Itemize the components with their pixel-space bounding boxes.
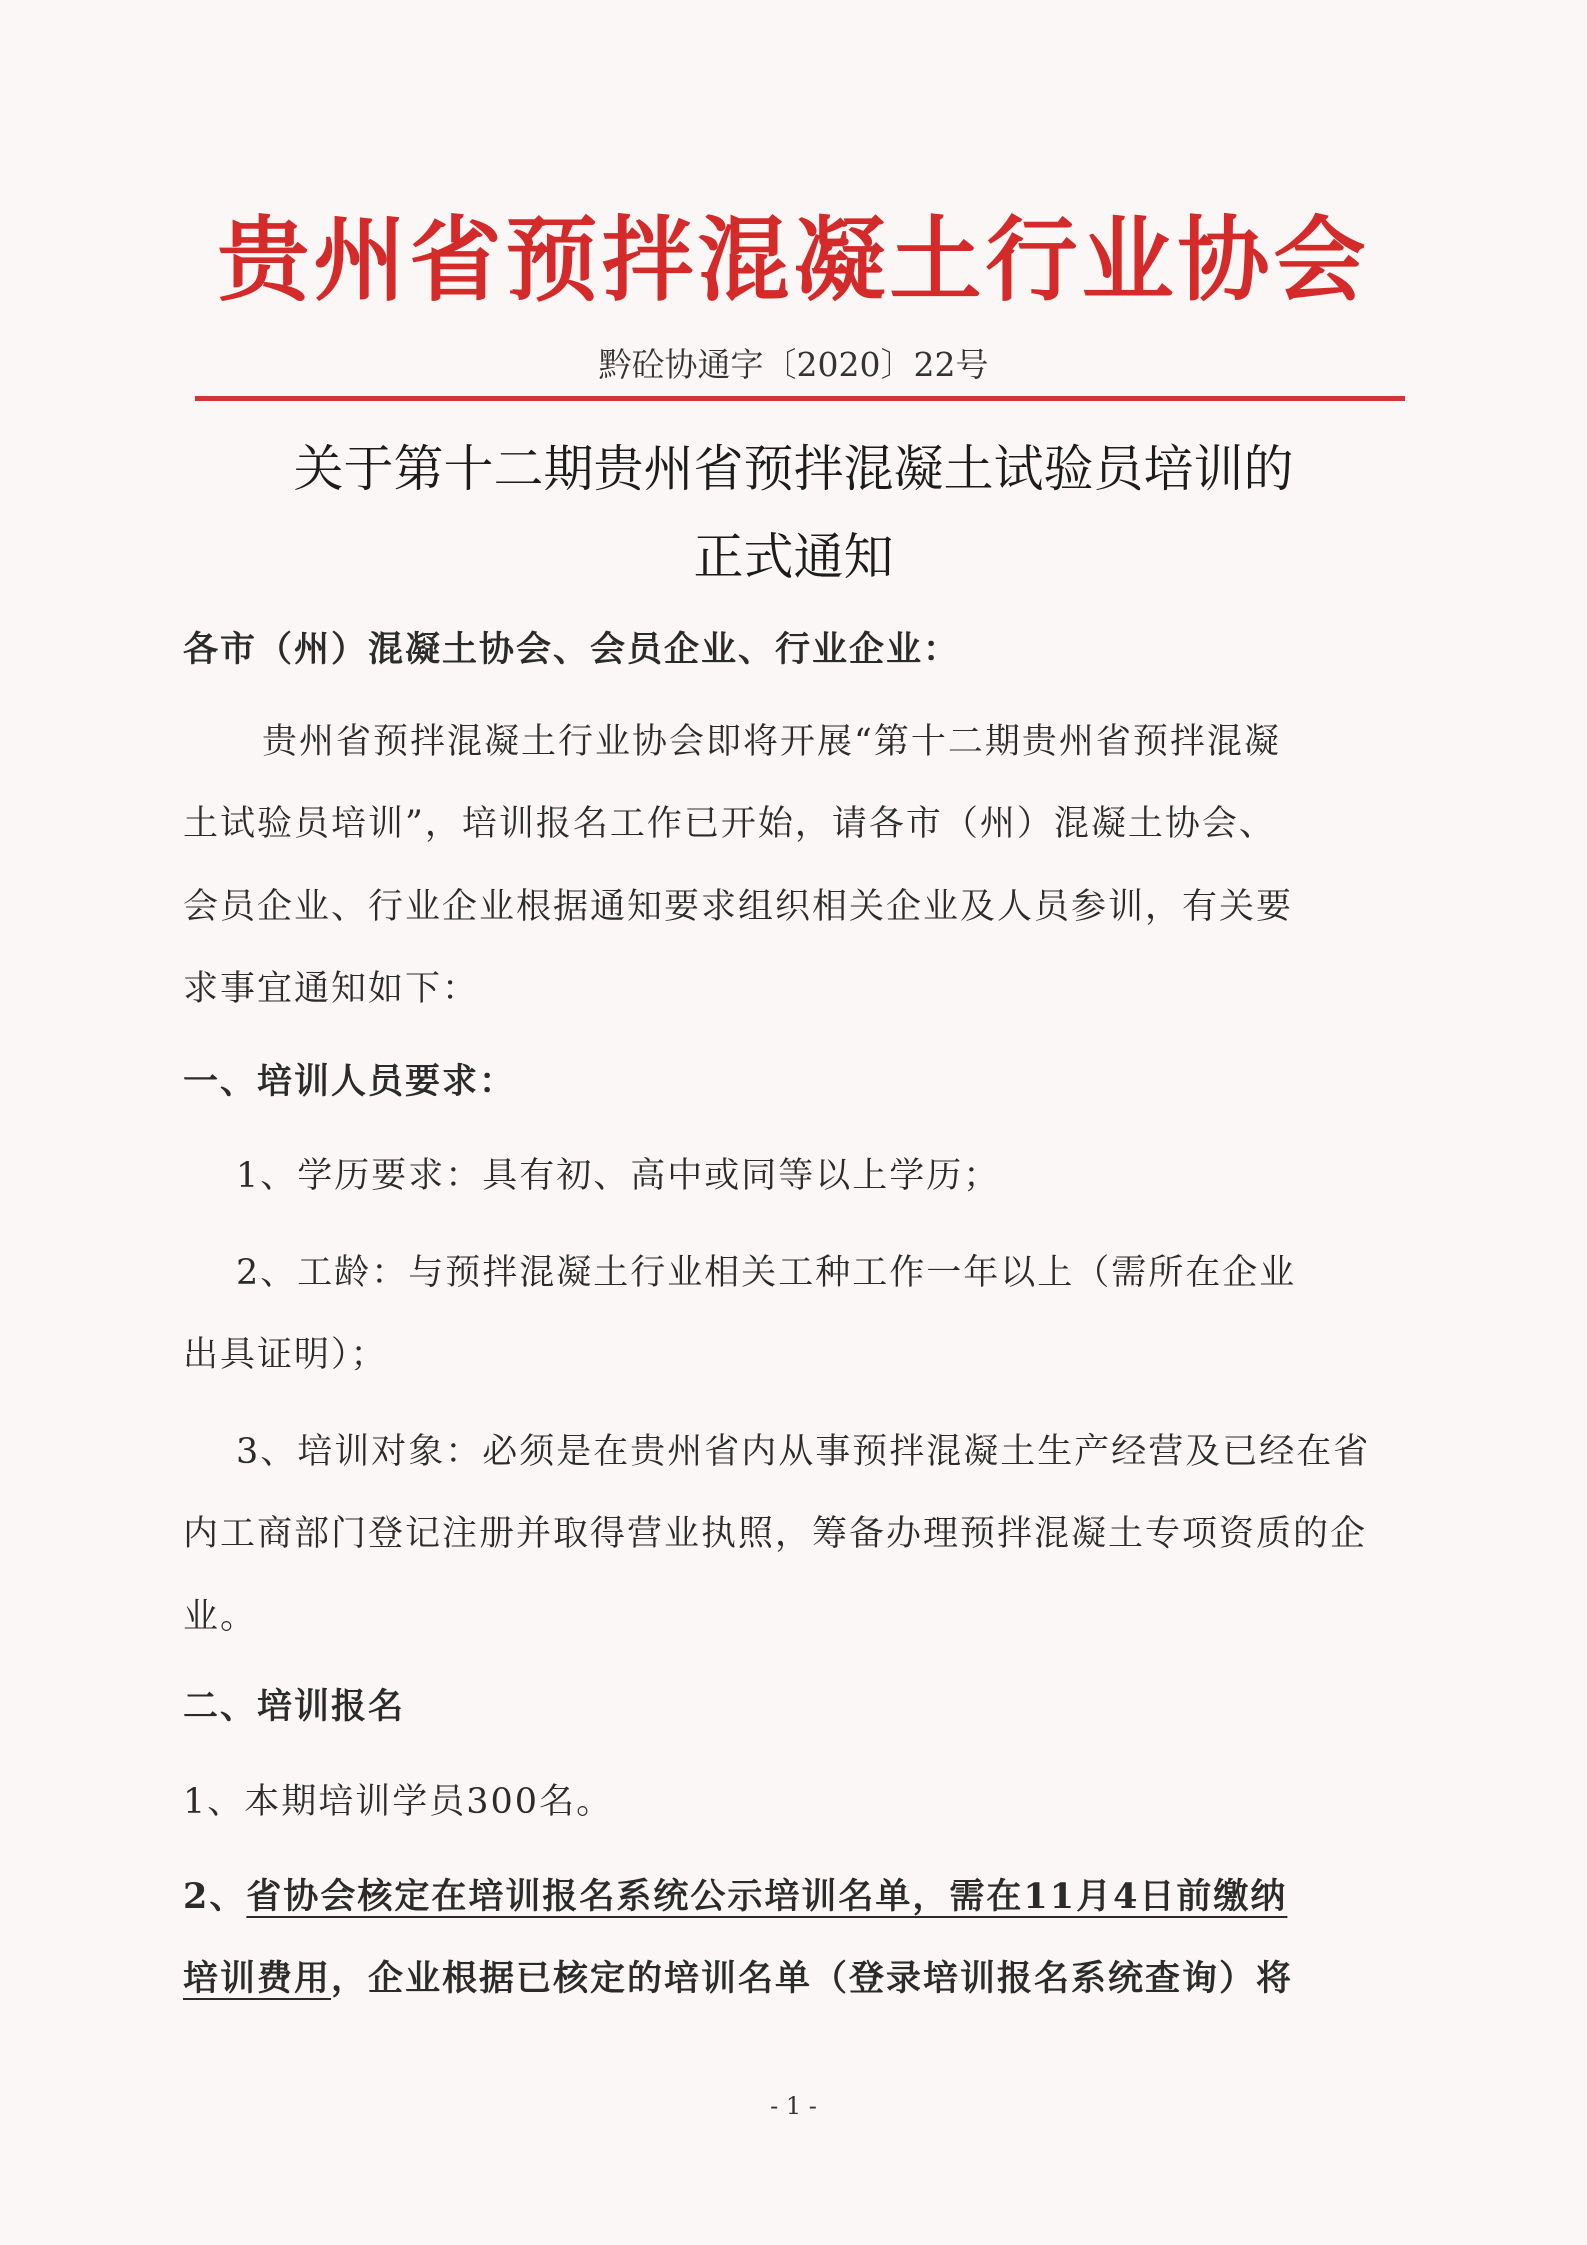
item-2-line-2-rest: ，企业根据已核定的培训名单（登录培训报名系统查询）将 [331,1958,1294,1999]
section-2-heading: 二、培训报名 [183,1686,406,1727]
org-title: 贵州省预拌混凝土行业协会 [217,206,1370,314]
section-2-item-1: 1、本期培训学员300名。 [183,1782,614,1822]
intro-line-3: 会员企业、行业企业根据通知要求组织相关企业及人员参训，有关要 [183,887,1294,927]
section-1-item-2-line-1: 2、工龄：与预拌混凝土行业相关工种工作一年以上（需所在企业 [236,1253,1297,1293]
item-2-underlined-text: 省协会核定在培训报名系统公示培训名单，需在11月4日前缴纳 [246,1876,1288,1917]
section-1-item-2-line-2: 出具证明）； [183,1335,388,1375]
notice-title-line-2: 正式通知 [693,528,894,586]
page-number: - 1 - [770,2092,817,2120]
red-divider-rule [195,396,1405,401]
section-1-item-3-line-3: 业。 [183,1597,258,1637]
intro-line-1: 贵州省预拌混凝土行业协会即将开展“第十二期贵州省预拌混凝 [262,722,1281,762]
section-2-item-2-line-1 [183,1873,1383,1921]
notice-title [160,425,1427,601]
notice-title-line-1: 关于第十二期贵州省预拌混凝土试验员培训的 [293,440,1294,498]
document-number: 黔砼协通字〔2020〕22号 [598,345,989,384]
salutation: 各市（州）混凝土协会、会员企业、行业企业： [183,629,961,670]
section-1-heading: 一、培训人员要求： [183,1061,517,1102]
item-2-line-2-underlined: 培训费用 [183,1958,332,1999]
section-2-item-2-line-2 [183,1955,1383,2003]
intro-line-4: 求事宜通知如下： [183,969,480,1009]
section-1-item-3-line-2: 内工商部门登记注册并取得营业执照，筹备办理预拌混凝土专项资质的企 [183,1514,1368,1554]
item-2-prefix: 2、 [183,1876,247,1917]
intro-line-2: 土试验员培训”，培训报名工作已开始，请各市（州）混凝土协会、 [183,804,1276,844]
section-1-item-3-line-1: 3、培训对象：必须是在贵州省内从事预拌混凝土生产经营及已经在省 [236,1432,1371,1472]
section-1-item-1: 1、学历要求：具有初、高中或同等以上学历； [236,1156,1001,1196]
